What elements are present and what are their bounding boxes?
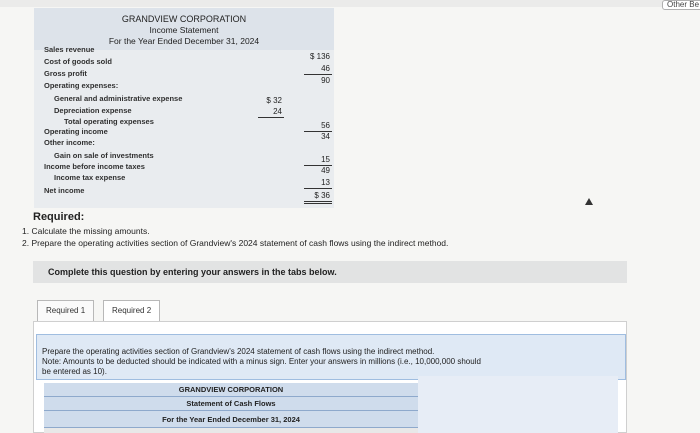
underline-cogs	[304, 74, 332, 75]
instructions-line-1: Prepare the operating activities section of Grandview's 2024 statement of cash flows using the indirect method.	[42, 347, 435, 356]
label-gain-sale: Gain on sale of investments	[54, 151, 154, 160]
label-income-tax: Income tax expense	[54, 173, 126, 182]
value-gen-admin: $ 32	[266, 96, 282, 105]
instructions-line-2: Note: Amounts to be deducted should be indicated with a minus sign. Enter your answers in millions (i.e., 10,000,000 should	[42, 357, 481, 366]
underline-depreciation	[258, 117, 284, 118]
cash-flow-side-area	[418, 376, 618, 433]
label-operating-expenses: Operating expenses:	[44, 81, 119, 90]
value-income-tax: 13	[321, 178, 330, 187]
value-total-opex: 56	[321, 121, 330, 130]
value-income-before-tax: 49	[321, 166, 330, 175]
complete-instruction-text: Complete this question by entering your answers in the tabs below.	[48, 267, 337, 277]
tab-required-2[interactable]: Required 2	[103, 300, 160, 322]
statement-company: GRANDVIEW CORPORATION	[121, 14, 247, 24]
underline-income-tax	[304, 188, 332, 189]
required-item-1: 1. Calculate the missing amounts.	[22, 226, 150, 236]
label-cogs: Cost of goods sold	[44, 57, 112, 66]
value-net-income: $ 36	[314, 191, 330, 200]
label-income-before-tax: Income before income taxes	[44, 162, 145, 171]
mouse-cursor-icon	[585, 198, 593, 205]
required-title: Required:	[33, 211, 85, 223]
value-sales-revenue: $ 136	[309, 52, 330, 61]
required-item-2: 2. Prepare the operating activities section of Grandview's 2024 statement of cash flows using the indirect method.	[22, 238, 449, 248]
cash-flow-period: For the Year Ended December 31, 2024	[44, 411, 418, 428]
label-net-income: Net income	[44, 186, 85, 195]
value-cogs: 46	[321, 64, 330, 73]
statement-period: For the Year Ended December 31, 2024	[108, 36, 260, 46]
double-underline-net-income-2	[304, 203, 332, 204]
double-underline-net-income	[304, 201, 332, 202]
value-depreciation: 24	[273, 107, 282, 116]
top-strip	[0, 0, 700, 7]
tab-required-1[interactable]: Required 1	[37, 300, 94, 322]
cash-flow-company: GRANDVIEW CORPORATION	[44, 383, 418, 397]
value-operating-income: 34	[321, 132, 330, 141]
label-gross-profit: Gross profit	[44, 69, 87, 78]
label-total-opex: Total operating expenses	[64, 117, 154, 126]
label-sales-revenue: Sales revenue	[44, 45, 95, 54]
statement-title: Income Statement	[149, 25, 219, 35]
label-depreciation: Depreciation expense	[54, 106, 132, 115]
value-gain-sale: 15	[321, 155, 330, 164]
other-button[interactable]: Other Be	[662, 0, 700, 10]
label-gen-admin: General and administrative expense	[54, 94, 183, 103]
cash-flow-title: Statement of Cash Flows	[44, 397, 418, 411]
value-gross-profit: 90	[321, 76, 330, 85]
label-operating-income: Operating income	[44, 127, 108, 136]
instructions-line-3: be entered as 10).	[42, 367, 107, 376]
cash-flow-grid-top	[44, 428, 418, 433]
label-other-income: Other income:	[44, 138, 95, 147]
